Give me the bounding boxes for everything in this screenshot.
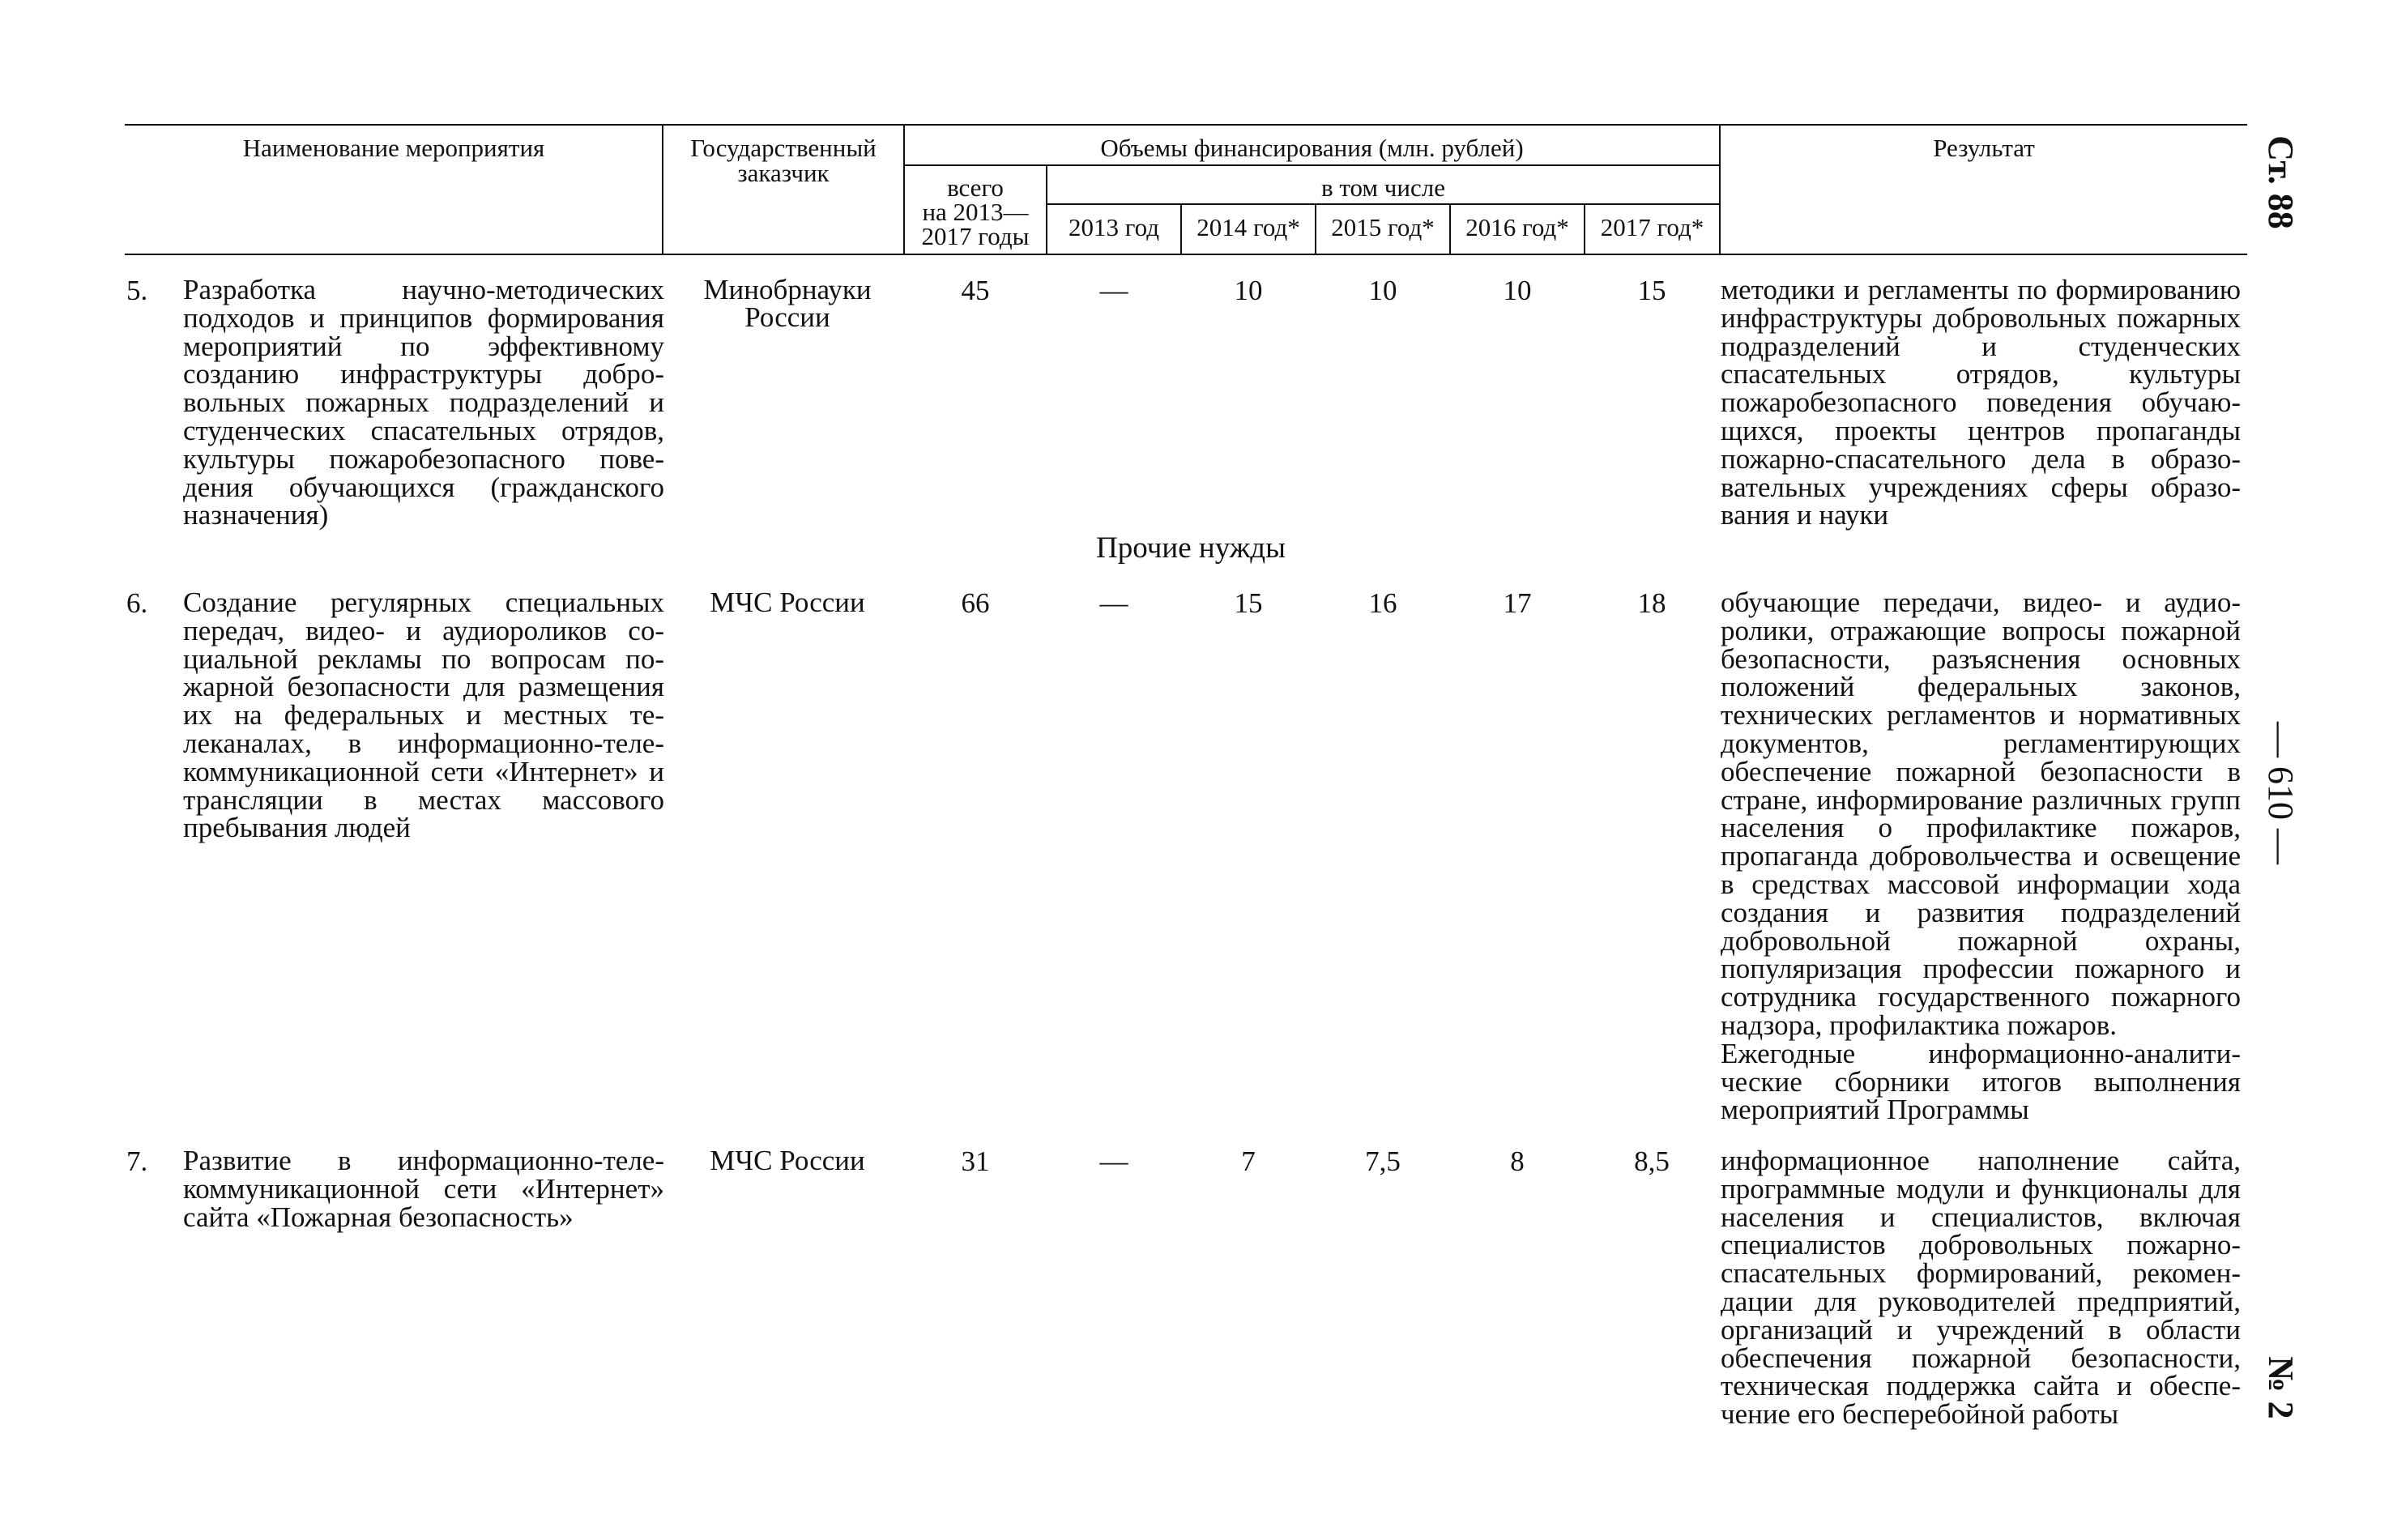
row-2013: — xyxy=(1099,1145,1128,1177)
row-2013: — xyxy=(1099,587,1128,619)
row-customer xyxy=(666,1147,909,1175)
row-result xyxy=(1721,276,2241,530)
row-2016: 10 xyxy=(1503,275,1532,306)
row-2013: — xyxy=(1099,275,1128,306)
row-2014: 10 xyxy=(1234,275,1263,306)
row-name: Создание регулярных специальных передач, видео- и аудиороликов социальной рекламы по вопросам пожарной безопасности для размещения их на федеральных и местных телеканалах, в информационно-телекоммуникационной сети «Интернет» и трансляции в местах массового пребывания людей xyxy=(183,587,664,844)
row-customer-line-1: Минобрнауки xyxy=(703,274,872,305)
row-customer-line-1: МЧС России xyxy=(710,587,865,618)
row-2016: 8 xyxy=(1510,1145,1525,1177)
row-result-paragraph: методики и регламенты по формированию инфраструктуры добровольных пожарных подразделений и студенческих спасательных отрядов, культуры пожаробезопасного поведения обучающихся, проекты центров пропаганды пожарно-спасательного дела в образовательных учреждениях сферы образования и науки xyxy=(1721,274,2241,531)
header-total xyxy=(905,173,1046,250)
row-customer-line-1: МЧС России xyxy=(710,1145,865,1176)
row-total: 31 xyxy=(961,1145,990,1177)
row-2014: 15 xyxy=(1234,587,1263,619)
row-2017: 8,5 xyxy=(1634,1145,1670,1177)
row-number: 5. xyxy=(126,275,148,306)
issue-marker: № 2 xyxy=(2261,1356,2301,1419)
row-customer xyxy=(666,276,909,331)
header-name: Наименование мероприятия xyxy=(242,134,545,162)
row-customer-line-2: России xyxy=(744,301,830,333)
header-top-rule xyxy=(125,124,2247,126)
row-2017: 18 xyxy=(1637,587,1666,619)
row-2015: 10 xyxy=(1368,275,1397,306)
header-year-2014: 2014 год* xyxy=(1196,213,1300,241)
header-customer xyxy=(663,135,903,186)
header-year-2015: 2015 год* xyxy=(1331,213,1435,241)
header-customer-line-1: Государственный xyxy=(690,134,877,162)
row-number: 6. xyxy=(126,587,148,619)
header-year-2016: 2016 год* xyxy=(1465,213,1569,241)
header-result: Результат xyxy=(1933,134,2035,162)
including-rule xyxy=(1047,203,1720,205)
header-year-2013: 2013 год xyxy=(1068,213,1160,241)
header-total-line-3: 2017 годы xyxy=(921,222,1030,250)
row-name: Разработка научно-методических подходов и принципов формирования мероприятий по эффективному созданию инфраструктуры добровольных пожарных подразделений и студенческих спасательных отрядов, культуры пожаробезопасного поведения обучающихся (гражданского назначения) xyxy=(183,274,664,531)
row-number: 7. xyxy=(126,1145,148,1177)
header-funding: Объемы финансирования (млн. рублей) xyxy=(1100,134,1524,162)
row-2015: 7,5 xyxy=(1365,1145,1401,1177)
row-result xyxy=(1721,589,2241,1124)
row-result-paragraph: обучающие передачи, видео- и аудиоролики, отражающие вопросы пожарной безопасности, разъяснения основных положений федеральных законов, технических регламентов и нормативных документов, регламентирующих обеспечение пожарной безопасности в стране, информирование различных групп населения о профилактике пожаров, пропаганда добровольчества и освещение в средствах массовой информации хода создания и развития подразделений добровольной пожарной охраны, популяризация профессии пожарного и сотрудника государственного пожарного надзора, профилактика пожаров. xyxy=(1721,587,2241,1041)
header-total-line-1: всего xyxy=(947,173,1004,202)
header-total-line-2: на 2013— xyxy=(922,198,1029,226)
header-including: в том числе xyxy=(1321,173,1445,202)
row-customer xyxy=(666,589,909,616)
row-2016: 17 xyxy=(1503,587,1532,619)
header-bottom-rule xyxy=(125,254,2247,255)
row-result-paragraph: Ежегодные информационно-аналитические сборники итогов выполнения мероприятий Программы xyxy=(1721,1037,2241,1126)
row-total: 66 xyxy=(961,587,990,619)
row-2014: 7 xyxy=(1241,1145,1256,1177)
row-2017: 15 xyxy=(1637,275,1666,306)
statute-marker: Ст. 88 xyxy=(2261,135,2301,229)
header-customer-line-2: заказчик xyxy=(737,159,830,187)
header-year-2017: 2017 год* xyxy=(1600,213,1704,241)
funding-rule xyxy=(905,164,1720,166)
row-result-paragraph: информационное наполнение сайта, программные модули и функционалы для населения и специалистов, включая специалистов добровольных пожарно-спасательных формирований, рекомендации для руководителей предприятий, организаций и учреждений в области обеспечения пожарной безопасности, техническая поддержка сайта и обеспечение его бесперебойной работы xyxy=(1721,1145,2241,1431)
section-title: Прочие нужды xyxy=(1096,531,1286,565)
row-2015: 16 xyxy=(1368,587,1397,619)
row-name: Развитие в информационно-телекоммуникационной сети «Интернет» сайта «Пожарная безопасность» xyxy=(183,1145,664,1233)
page-number: — 610 — xyxy=(2261,722,2301,864)
row-result xyxy=(1721,1147,2241,1429)
row-total: 45 xyxy=(961,275,990,306)
